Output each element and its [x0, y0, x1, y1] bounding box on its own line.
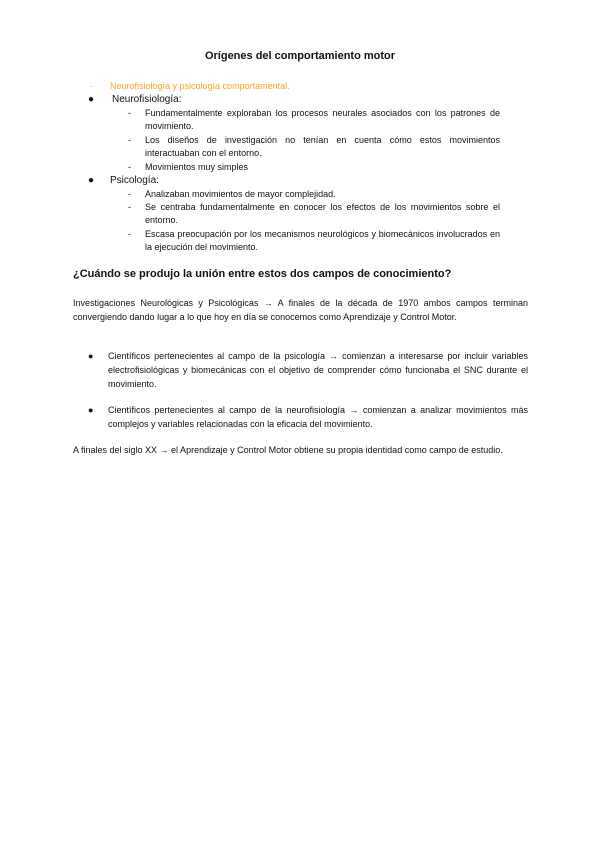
item-marker: -: [128, 135, 131, 145]
intro-paragraph: Investigaciones Neurológicas y Psicológicas → A finales de la década de 1970 ambos campos terminan convergiendo dando lugar a lo que hoy en día se conocemos como Aprendizaje y Control Motor.: [73, 298, 528, 322]
item-marker: -: [128, 162, 131, 172]
section-label-psicologia: Psicología:: [110, 175, 159, 186]
outline-header-marker: -: [90, 81, 93, 91]
bullet-paragraph: Científicos pertenecientes al campo de la psicología → comienzan a interesarse por incluir variables electrofisiológicas y biomecánicas con el objetivo de comprender cómo funcionaba el SNC durante el movimiento.: [108, 351, 528, 389]
bullet-marker: ●: [88, 405, 94, 415]
bullet-paragraph: Científicos pertenecientes al campo de la neurofisiología → comienzan a analizar movimientos más complejos y variables relacionadas con la eficacia del movimiento.: [108, 405, 528, 429]
outline-header: Neurofisiología y psicología comportamental.: [110, 81, 290, 91]
list-item: Movimientos muy simples: [145, 162, 249, 172]
item-marker: -: [128, 108, 131, 118]
list-item: Analizaban movimientos de mayor complejidad.: [145, 189, 336, 199]
section-heading: ¿Cuándo se produjo la unión entre estos dos campos de conocimiento?: [73, 268, 452, 280]
item-marker: -: [128, 202, 131, 212]
section-bullet: ●: [88, 175, 95, 186]
bullet-marker: ●: [88, 351, 94, 361]
closing-paragraph: A finales del siglo XX → el Aprendizaje y Control Motor obtiene su propia identidad como campo de estudio.: [73, 445, 503, 455]
section-label-neurofisiologia: Neurofisiología:: [112, 94, 182, 105]
list-item: Se centraba fundamentalmente en conocer los efectos de los movimientos sobre el entorno.: [145, 202, 500, 225]
page-title: Orígenes del comportamiento motor: [204, 50, 396, 62]
list-item: Fundamentalmente exploraban los procesos neurales asociados con los patrones de movimiento.: [145, 108, 500, 131]
item-marker: -: [128, 229, 131, 239]
section-bullet: ●: [88, 94, 95, 105]
list-item: Los diseños de investigación no tenían en cuenta cómo estos movimientos interactuaban con el entorno.: [145, 135, 500, 158]
list-item: Escasa preocupación por los mecanismos neurológicos y biomecánicos involucrados en la ejecución del movimiento.: [145, 229, 500, 252]
item-marker: -: [128, 189, 131, 199]
